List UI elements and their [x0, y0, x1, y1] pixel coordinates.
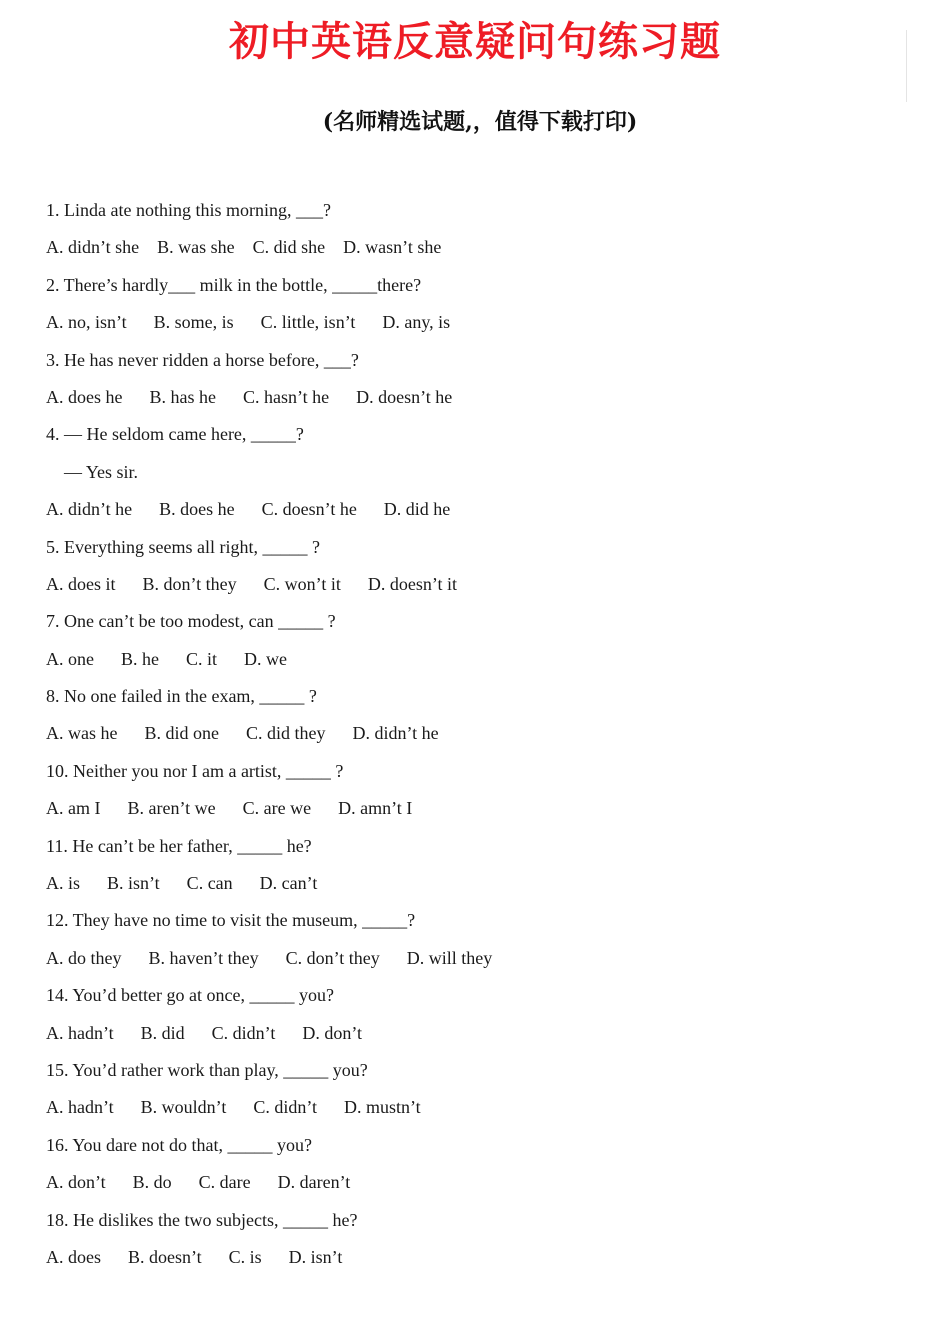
- answer-options: A. does it B. don’t they C. won’t it D. doesn’t it: [46, 573, 458, 594]
- question-text: 10. Neither you nor I am a artist, _____ ?: [46, 760, 344, 781]
- question-text: 16. You dare not do that, _____ you?: [46, 1134, 312, 1155]
- question-text: 8. No one failed in the exam, _____ ?: [46, 686, 317, 707]
- answer-options: A. hadn’t B. did C. didn’t D. don’t: [46, 1022, 363, 1043]
- page-subtitle: (名师精选试题,，值得下载打印): [322, 109, 638, 135]
- question-text: 3. He has never ridden a horse before, ___?: [46, 349, 359, 370]
- question-text: 11. He can’t be her father, _____ he?: [46, 835, 312, 856]
- question-text: 12. They have no time to visit the museum, _____?: [46, 910, 416, 931]
- answer-options: A. no, isn’t B. some, is C. little, isn’t D. any, is: [46, 312, 451, 333]
- answer-options: A. hadn’t B. wouldn’t C. didn’t D. mustn’t: [46, 1097, 421, 1118]
- question-text: 4. — He seldom came here, _____?: [46, 424, 304, 445]
- question-text: 5. Everything seems all right, _____ ?: [46, 536, 320, 557]
- answer-options: A. am I B. aren’t we C. are we D. amn’t I: [46, 798, 413, 819]
- answer-options: A. does B. doesn’t C. is D. isn’t: [46, 1246, 343, 1267]
- answer-options: A. was he B. did one C. did they D. didn’t he: [46, 723, 439, 744]
- question-text: 15. You’d rather work than play, _____ you?: [46, 1059, 368, 1080]
- answer-options: A. do they B. haven’t they C. don’t they D. will they: [46, 947, 493, 968]
- answer-options: A. one B. he C. it D. we: [46, 648, 287, 669]
- answer-options: A. didn’t she B. was she C. did she D. wasn’t she: [46, 237, 442, 258]
- answer-options: A. does he B. has he C. hasn’t he D. doesn’t he: [46, 386, 453, 407]
- page-title: 初中英语反意疑问句练习题: [229, 19, 721, 65]
- question-text: 2. There’s hardly___ milk in the bottle, _____there?: [46, 274, 422, 295]
- question-text: — Yes sir.: [46, 461, 139, 482]
- answer-options: A. didn’t he B. does he C. doesn’t he D. did he: [46, 499, 451, 520]
- question-list: [46, 192, 906, 1276]
- question-text: 7. One can’t be too modest, can _____ ?: [46, 611, 336, 632]
- question-text: 14. You’d better go at once, _____ you?: [46, 985, 334, 1006]
- answer-options: A. don’t B. do C. dare D. daren’t: [46, 1172, 351, 1193]
- answer-options: A. is B. isn’t C. can D. can’t: [46, 873, 318, 894]
- question-text: 18. He dislikes the two subjects, _____ he?: [46, 1209, 358, 1230]
- question-text: 1. Linda ate nothing this morning, ___?: [46, 200, 331, 220]
